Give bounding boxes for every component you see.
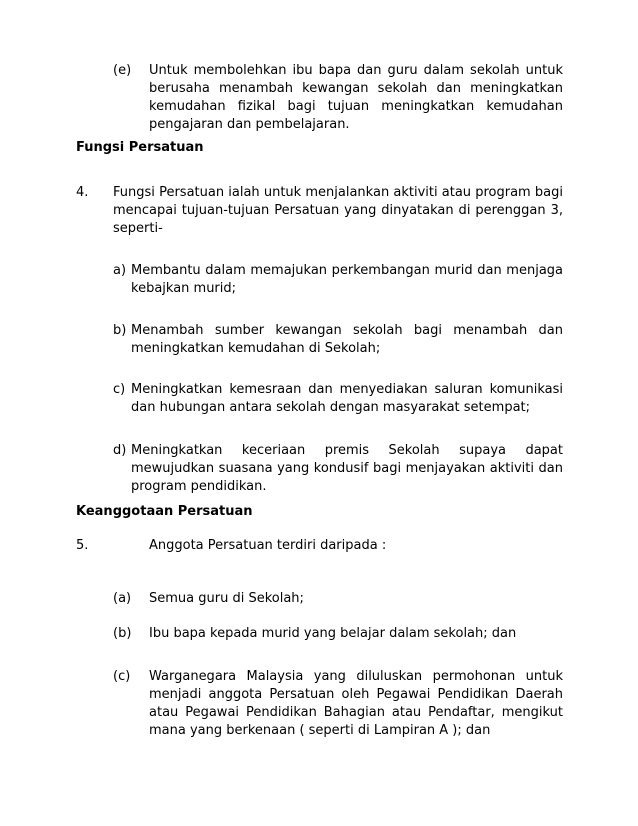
list-item-label: a) — [113, 263, 127, 278]
list-item-text: Meningkatkan keceriaan premis Sekolah supaya dapat mewujudkan suasana yang kondusif bagi menjayakan aktiviti dan program pendidikan. — [131, 443, 563, 494]
section-heading-fungsi: Fungsi Persatuan — [76, 140, 204, 155]
list-item-label: d) — [113, 443, 127, 458]
paragraph-4-intro: Fungsi Persatuan ialah untuk menjalankan aktiviti atau program bagi mencapai tujuan-tujuan Persatuan yang dinyatakan di perenggan 3, seperti- — [113, 185, 563, 236]
item-e-text: Untuk membolehkan ibu bapa dan guru dalam sekolah untuk berusaha menambah kewangan sekolah dan meningkatkan kemudahan fizikal bagi tujuan meningkatkan kemudahan pengajaran dan pembelajaran. — [149, 63, 563, 132]
list-item-text: Semua guru di Sekolah; — [149, 591, 304, 606]
list-item-text: Warganegara Malaysia yang diluluskan permohonan untuk menjadi anggota Persatuan oleh Pegawai Pendidikan Daerah atau Pegawai Pendidikan Bahagian atau Pendaftar, mengikut mana yang berkenaan ( seperti di Lampiran A ); dan — [149, 669, 563, 738]
list-item-label: (a) — [113, 591, 132, 606]
list-item-text: Menambah sumber kewangan sekolah bagi menambah dan meningkatkan kemudahan di Sekolah; — [131, 323, 563, 356]
list-item-text: Ibu bapa kepada murid yang belajar dalam sekolah; dan — [149, 626, 517, 641]
list-item-label: b) — [113, 323, 127, 338]
paragraph-4-number: 4. — [76, 185, 89, 200]
list-item-text: Meningkatkan kemesraan dan menyediakan saluran komunikasi dan hubungan antara sekolah dengan masyarakat setempat; — [131, 382, 563, 415]
list-item-label: c) — [113, 382, 126, 397]
item-e-label: (e) — [113, 63, 132, 78]
paragraph-5-number: 5. — [76, 538, 89, 553]
section-heading-keanggotaan: Keanggotaan Persatuan — [76, 504, 253, 519]
list-item-label: (c) — [113, 669, 131, 684]
list-item-label: (b) — [113, 626, 132, 641]
list-item-text: Membantu dalam memajukan perkembangan murid dan menjaga kebajkan murid; — [131, 263, 563, 296]
paragraph-5-intro: Anggota Persatuan terdiri daripada : — [149, 538, 387, 553]
